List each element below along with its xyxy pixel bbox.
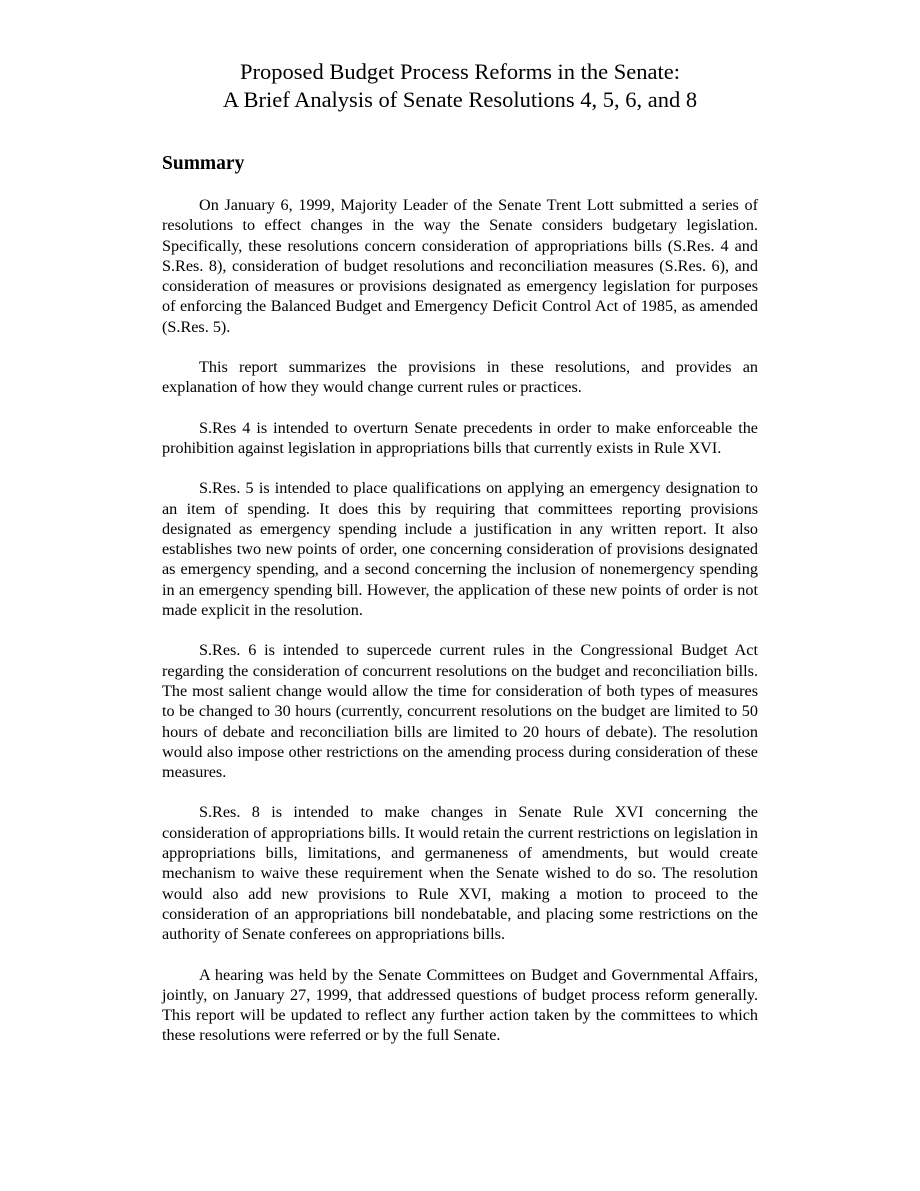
summary-heading: Summary — [162, 153, 245, 174]
paragraph-sres-8: S.Res. 8 is intended to make changes in Senate Rule XVI concerning the consideration of appropriations bills. It would retain the current restrictions on legislation in appropriations bills, limitations, and germaneness of amendments, but would create mechanism to waive these requirement when the Senate wished to do so. The resolution would also add new provisions to Rule XVI, making a motion to proceed to the consideration of an appropriations bill nondebatable, and placing some restrictions on the authority of Senate conferees on appropriations bills. — [162, 803, 758, 944]
title-line-1: Proposed Budget Process Reforms in the Senate: — [240, 59, 680, 84]
title-line-2: A Brief Analysis of Senate Resolutions 4, 5, 6, and 8 — [222, 87, 698, 112]
document-page — [162, 58, 758, 1046]
paragraph-hearing: A hearing was held by the Senate Committees on Budget and Governmental Affairs, jointly, on January 27, 1999, that addressed questions of budget process reform generally. This report will be updated to reflect any further action taken by the committees to which these resolutions were referred or by the full Senate. — [162, 965, 758, 1045]
paragraph-intro: On January 6, 1999, Majority Leader of the Senate Trent Lott submitted a series of resolutions to effect changes in the way the Senate considers budgetary legislation. Specifically, these resolutions concern consideration of appropriations bills (S.Res. 4 and S.Res. 8), consideration of budget resolutions and reconciliation measures (S.Res. 6), and consideration of measures or provisions designated as emergency legislation for purposes of enforcing the Balanced Budget and Emergency Deficit Control Act of 1985, as amended (S.Res. 5). — [162, 196, 758, 336]
paragraph-sres-6: S.Res. 6 is intended to supercede current rules in the Congressional Budget Act regarding the consideration of concurrent resolutions on the budget and reconciliation bills. The most salient change would allow the time for consideration of both types of measures to be changed to 30 hours (currently, concurrent resolutions on the budget are limited to 50 hours of debate and reconciliation bills are limited to 20 hours of debate). The resolution would also impose other restrictions on the amending process during consideration of these measures. — [162, 641, 758, 782]
document-title — [162, 58, 758, 114]
paragraph-report-scope: This report summarizes the provisions in these resolutions, and provides an explanation of how they would change current rules or practices. — [162, 358, 758, 397]
paragraph-sres-5: S.Res. 5 is intended to place qualifications on applying an emergency designation to an item of spending. It does this by requiring that committees reporting provisions designated as emergency spending include a justification in any written report. It also establishes two new points of order, one concerning consideration of provisions designated as emergency spending, and a second concerning the inclusion of nonemergency spending in an emergency spending bill. However, the application of these new points of order is not made explicit in the resolution. — [162, 479, 758, 620]
paragraph-sres-4: S.Res 4 is intended to overturn Senate precedents in order to make enforceable the prohibition against legislation in appropriations bills that currently exists in Rule XVI. — [162, 418, 758, 457]
